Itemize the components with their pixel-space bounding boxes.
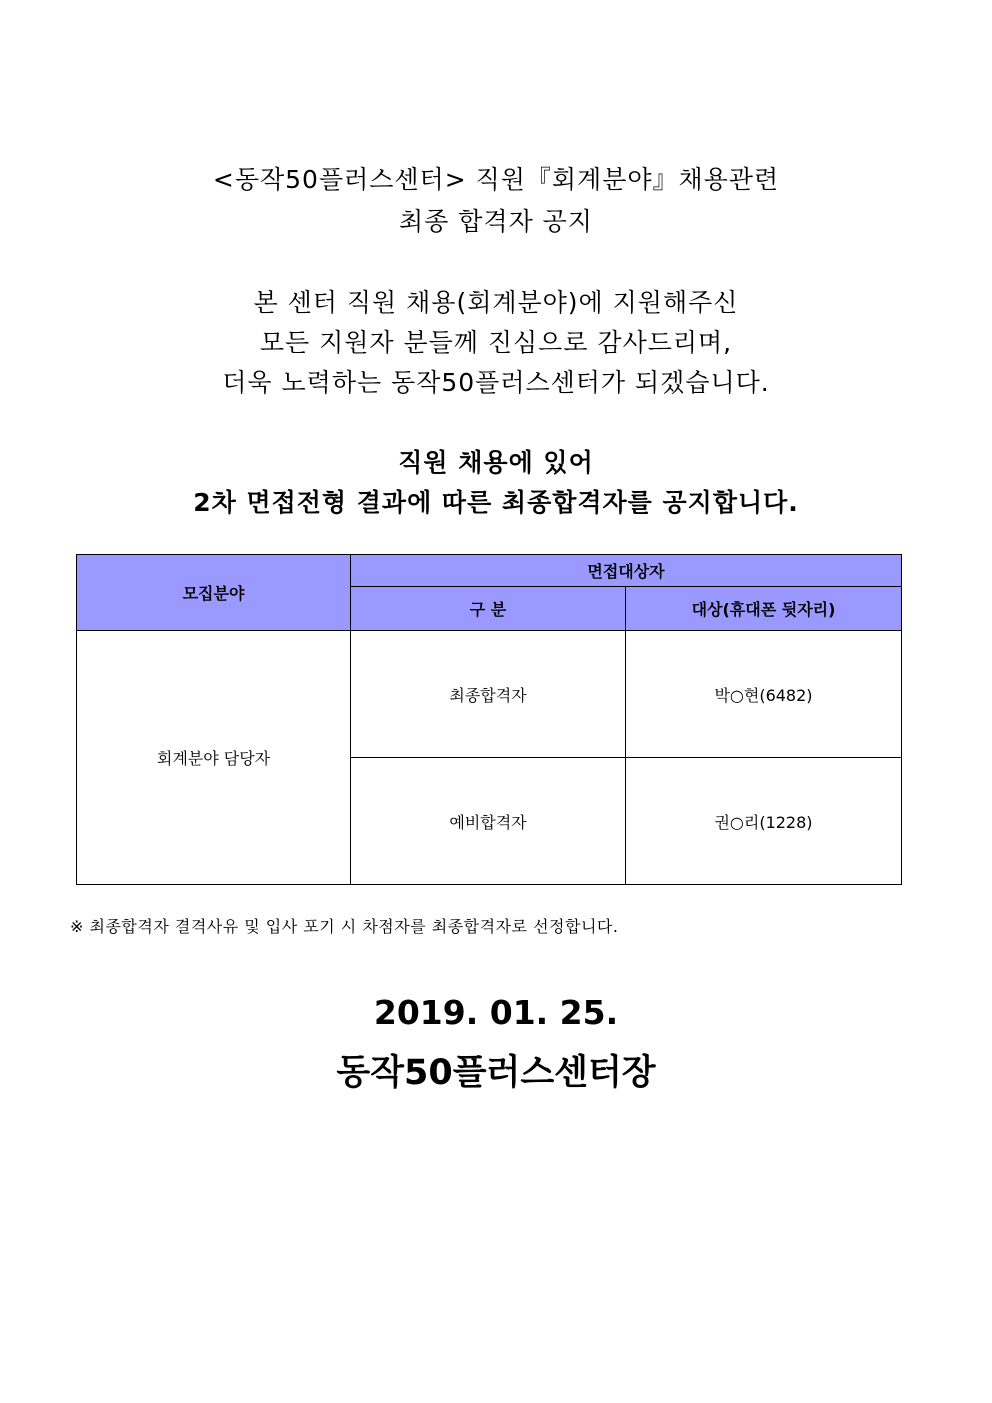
footnote: ※ 최종합격자 결격사유 및 입사 포기 시 차점자를 최종합격자로 선정합니다. [70,917,619,936]
notice-title-line-2: 최종 합격자 공지 [399,207,593,236]
notice-date: 2019. 01. 25. [373,993,619,1032]
result-table [76,554,902,885]
announce-line-2: 2차 면접전형 결과에 따른 최종합격자를 공지합니다. [193,488,799,517]
header-field: 모집분야 [77,555,351,631]
category-cell: 최종합격자 [351,631,626,758]
category-cell: 예비합격자 [351,758,626,885]
intro-line-2: 모든 지원자 분들께 진심으로 감사드리며, [259,328,733,357]
header-interviewees: 면접대상자 [351,555,902,587]
signature: 동작50플러스센터장 [336,1053,656,1093]
header-target: 대상(휴대폰 뒷자리) [626,587,902,631]
notice-title-line-1: <동작50플러스센터> 직원『회계분야』채용관련 [212,165,780,194]
target-cell: 권○리(1228) [626,758,902,885]
table-row [77,631,902,758]
target-cell: 박○현(6482) [626,631,902,758]
header-category: 구 분 [351,587,626,631]
announce-line-1: 직원 채용에 있어 [398,448,594,477]
intro-line-3: 더욱 노력하는 동작50플러스센터가 되겠습니다. [222,368,770,397]
field-cell: 회계분야 담당자 [77,631,351,885]
intro-line-1: 본 센터 직원 채용(회계분야)에 지원해주신 [253,288,739,317]
